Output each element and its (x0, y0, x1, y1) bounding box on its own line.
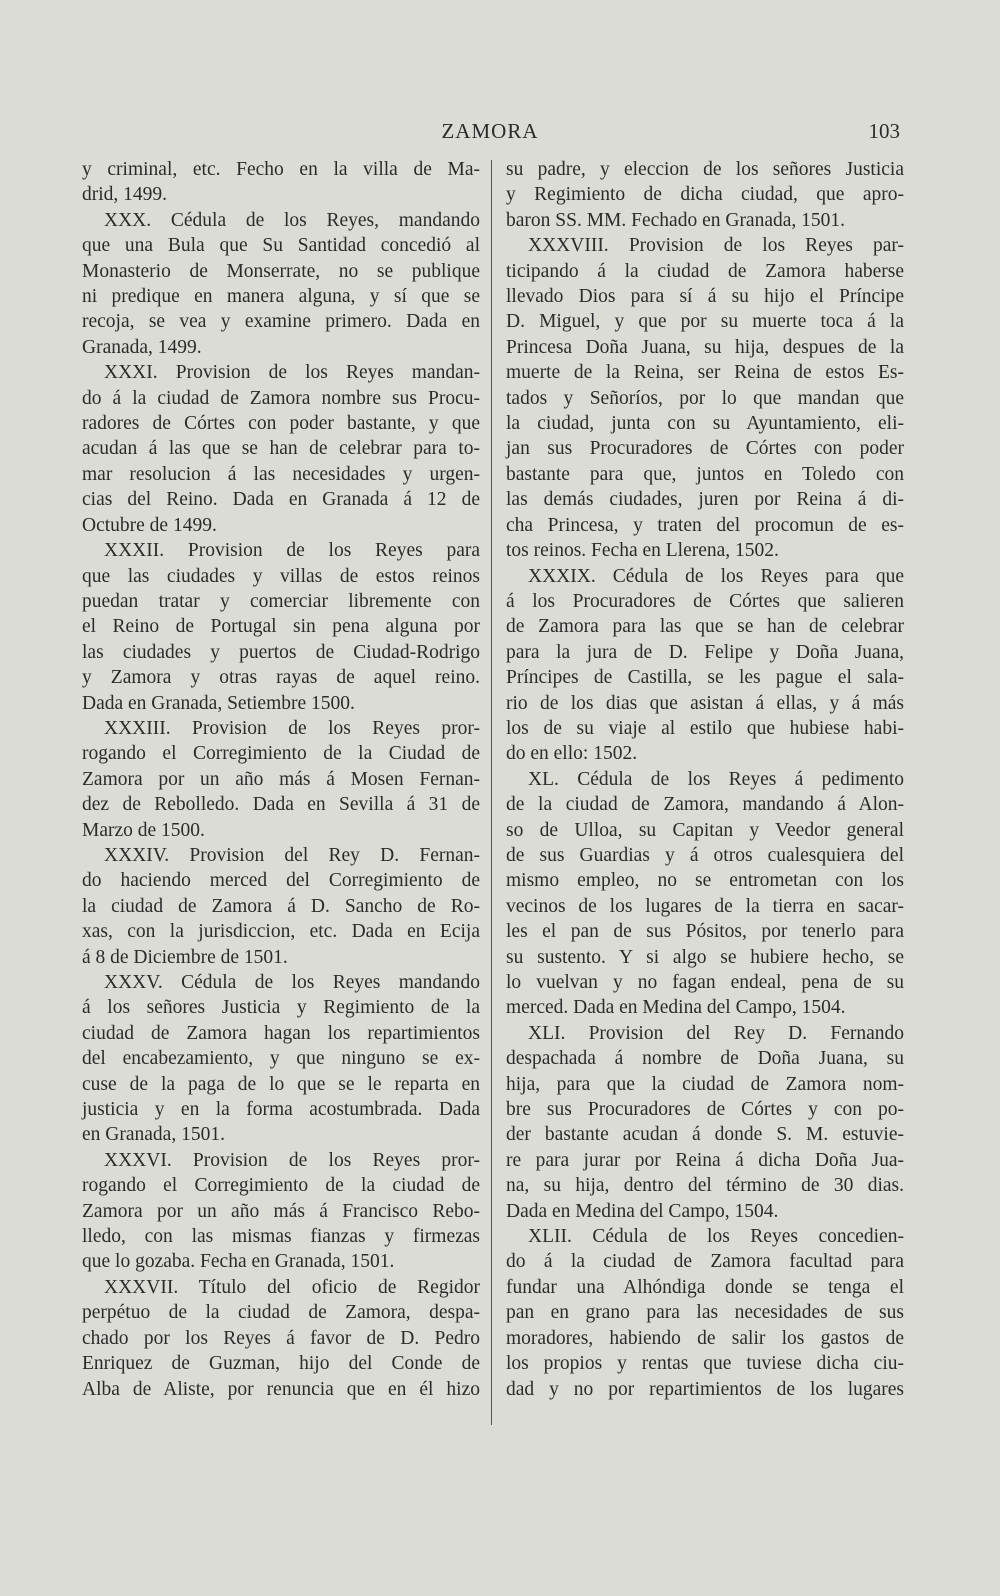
text-line: Granada, 1499. (82, 336, 202, 358)
text-line: XLII. Cédula de los Reyes concedien- (528, 1226, 904, 1248)
text-line: ticipando á la ciudad de Zamora haberse (506, 260, 904, 282)
text-line: Príncipes de Castilla, se les pague el sala- (506, 667, 904, 689)
text-line: que las ciudades y villas de estos reinos (82, 565, 480, 587)
text-line: perpétuo de la ciudad de Zamora, despa- (82, 1302, 480, 1324)
text-line: les el pan de sus Pósitos, por tenerlo para (506, 921, 904, 943)
text-line: dez de Rebolledo. Dada en Sevilla á 31 de (82, 794, 480, 816)
text-line: re para jurar por Reina á dicha Doña Jua- (506, 1149, 904, 1171)
text-line: en Granada, 1501. (82, 1124, 225, 1146)
page-number: 103 (868, 119, 900, 143)
text-line: D. Miguel, y que por su muerte toca á la (506, 311, 904, 333)
text-line: las demás ciudades, juren por Reina á di- (506, 489, 904, 511)
text-line: Zamora por un año más á Francisco Rebo- (82, 1200, 480, 1222)
text-line: so de Ulloa, su Capitan y Veedor general (506, 819, 904, 841)
text-line: despachada á nombre de Doña Juana, su (506, 1048, 904, 1070)
text-line: ciudad de Zamora hagan los repartimientos (82, 1022, 480, 1044)
text-line: Alba de Aliste, por renuncia que en él hizo (82, 1378, 480, 1400)
text-line: Monasterio de Monserrate, no se publique (82, 260, 480, 282)
text-line: Princesa Doña Juana, su hija, despues de la (506, 336, 904, 358)
text-line: mar resolucion á las necesidades y urgen- (82, 463, 480, 485)
text-line: ni predique en manera alguna, y sí que se (82, 286, 480, 308)
text-line: bre sus Procuradores de Córtes y con po- (506, 1099, 904, 1121)
text-line: y Zamora y otras rayas de aquel reino. (82, 667, 480, 689)
text-line: chado por los Reyes á favor de D. Pedro (82, 1327, 480, 1349)
text-line: de sus Guardias y á otros cualesquiera del (506, 844, 904, 866)
text-line: Dada en Granada, Setiembre 1500. (82, 692, 355, 714)
text-line: acudan á las que se han de celebrar para to- (82, 438, 480, 460)
text-line: XXXV. Cédula de los Reyes mandando (104, 972, 480, 993)
text-line: muerte de la Reina, ser Reina de estos Es- (506, 362, 904, 384)
text-line: recoja, se vea y examine primero. Dada en (82, 311, 480, 333)
text-line: XXXVIII. Provision de los Reyes par- (528, 235, 904, 257)
text-line: las ciudades y puertos de Ciudad-Rodrigo (82, 641, 480, 663)
running-head (80, 119, 900, 151)
text-line: rio de los dias que asistan á ellas, y á más (506, 692, 904, 714)
text-line: Enriquez de Guzman, hijo del Conde de (82, 1353, 480, 1375)
running-head-title: ZAMORA (441, 119, 539, 143)
text-line: do en ello: 1502. (506, 743, 638, 765)
text-line: XXXIII. Provision de los Reyes pror- (104, 717, 480, 739)
text-line: puedan tratar y comerciar libremente con (82, 590, 480, 612)
text-line: do á la ciudad de Zamora facultad para (506, 1251, 904, 1273)
text-line: Marzo de 1500. (82, 819, 205, 841)
text-line: rogando el Corregimiento de la Ciudad de (82, 743, 480, 765)
text-line: XXX. Cédula de los Reyes, mandando (104, 209, 480, 231)
text-line: cias del Reino. Dada en Granada á 12 de (82, 489, 480, 511)
text-line: el Reino de Portugal sin pena alguna por (82, 616, 480, 638)
text-line: XXXI. Provision de los Reyes mandan- (104, 362, 480, 384)
column-divider (491, 160, 492, 1425)
text-line: baron SS. MM. Fechado en Granada, 1501. (506, 209, 846, 231)
text-line: Zamora por un año más á Mosen Fernan- (82, 768, 480, 790)
text-line: para la jura de D. Felipe y Doña Juana, (506, 641, 904, 663)
text-line: que una Bula que Su Santidad concedió al (82, 235, 480, 257)
text-line: XL. Cédula de los Reyes á pedimento (528, 768, 904, 790)
text-line: XXXIV. Provision del Rey D. Fernan- (104, 844, 480, 866)
text-line: tados y Señoríos, por lo que mandan que (506, 387, 904, 409)
text-line: su padre, y eleccion de los señores Justicia (506, 159, 904, 180)
text-line: tos reinos. Fecha en Llerena, 1502. (506, 540, 779, 562)
text-line: la ciudad, junta con su Ayuntamiento, eli- (506, 413, 904, 435)
text-line: los propios y rentas que tuviese dicha ciu- (506, 1353, 904, 1375)
text-line: justicia y en la forma acostumbrada. Dada (82, 1099, 480, 1121)
text-line: merced. Dada en Medina del Campo, 1504. (506, 997, 846, 1019)
text-line: moradores, habiendo de salir los gastos de (506, 1327, 904, 1349)
text-line: á 8 de Diciembre de 1501. (82, 946, 288, 968)
text-line: su sustento. Y si algo se hubiere hecho, se (506, 946, 904, 968)
right-text-column (506, 157, 904, 1402)
text-line: xas, con la jurisdiccion, etc. Dada en Ecija (82, 921, 480, 943)
text-line: cuse de la paga de lo que se le reparta en (82, 1073, 480, 1095)
text-line: á los señores Justicia y Regimiento de la (82, 997, 480, 1019)
text-line: XXXVI. Provision de los Reyes pror- (104, 1149, 480, 1171)
text-line: la ciudad de Zamora á D. Sancho de Ro- (82, 895, 480, 917)
text-line: los de su viaje al estilo que hubiese habi- (506, 717, 904, 739)
text-line: fundar una Alhóndiga donde se tenga el (506, 1276, 904, 1298)
text-line: der bastante acudan á donde S. M. estuvie- (506, 1124, 904, 1146)
text-line: lledo, con las mismas fianzas y firmezas (82, 1226, 480, 1248)
text-line: XXXVII. Título del oficio de Regidor (104, 1276, 480, 1298)
text-line: rogando el Corregimiento de la ciudad de (82, 1175, 480, 1197)
text-line: vecinos de los lugares de la tierra en sacar- (506, 895, 904, 917)
text-line: XXXII. Provision de los Reyes para (104, 540, 480, 562)
text-line: Dada en Medina del Campo, 1504. (506, 1200, 779, 1222)
text-line: XLI. Provision del Rey D. Fernando (528, 1022, 904, 1044)
text-line: lo vuelvan y no fagan endeal, pena de su (506, 972, 904, 993)
text-line: Octubre de 1499. (82, 514, 217, 536)
text-line: mismo empleo, no se entrometan con los (506, 870, 904, 892)
text-line: que lo gozaba. Fecha en Granada, 1501. (82, 1251, 395, 1273)
text-line: drid, 1499. (82, 184, 168, 206)
text-line: pan en grano para las necesidades de sus (506, 1302, 904, 1324)
text-line: de la ciudad de Zamora, mandando á Alon- (506, 794, 904, 816)
text-line: na, su hija, dentro del término de 30 dias. (506, 1175, 904, 1197)
text-line: hija, para que la ciudad de Zamora nom- (506, 1073, 904, 1095)
text-line: de Zamora para las que se han de celebrar (506, 616, 904, 638)
text-line: y criminal, etc. Fecho en la villa de Ma- (82, 159, 480, 180)
text-line: radores de Córtes con poder bastante, y que (82, 413, 480, 435)
text-line: á los Procuradores de Córtes que salieren (506, 590, 904, 612)
text-line: y Regimiento de dicha ciudad, que apro- (506, 184, 904, 206)
text-line: cha Princesa, y traten del procomun de es- (506, 514, 904, 536)
text-line: do á la ciudad de Zamora nombre sus Procu- (82, 387, 480, 409)
text-line: dad y no por repartimientos de los lugares (506, 1378, 904, 1400)
text-line: llevado Dios para sí á su hijo el Príncipe (506, 286, 904, 308)
text-line: bastante para que, juntos en Toledo con (506, 463, 904, 485)
text-line: do haciendo merced del Corregimiento de (82, 870, 480, 892)
text-line: jan sus Procuradores de Córtes con poder (506, 438, 904, 460)
text-line: del encabezamiento, y que ninguno se ex- (82, 1048, 480, 1070)
left-text-column (82, 157, 480, 1402)
text-line: XXXIX. Cédula de los Reyes para que (528, 565, 904, 587)
